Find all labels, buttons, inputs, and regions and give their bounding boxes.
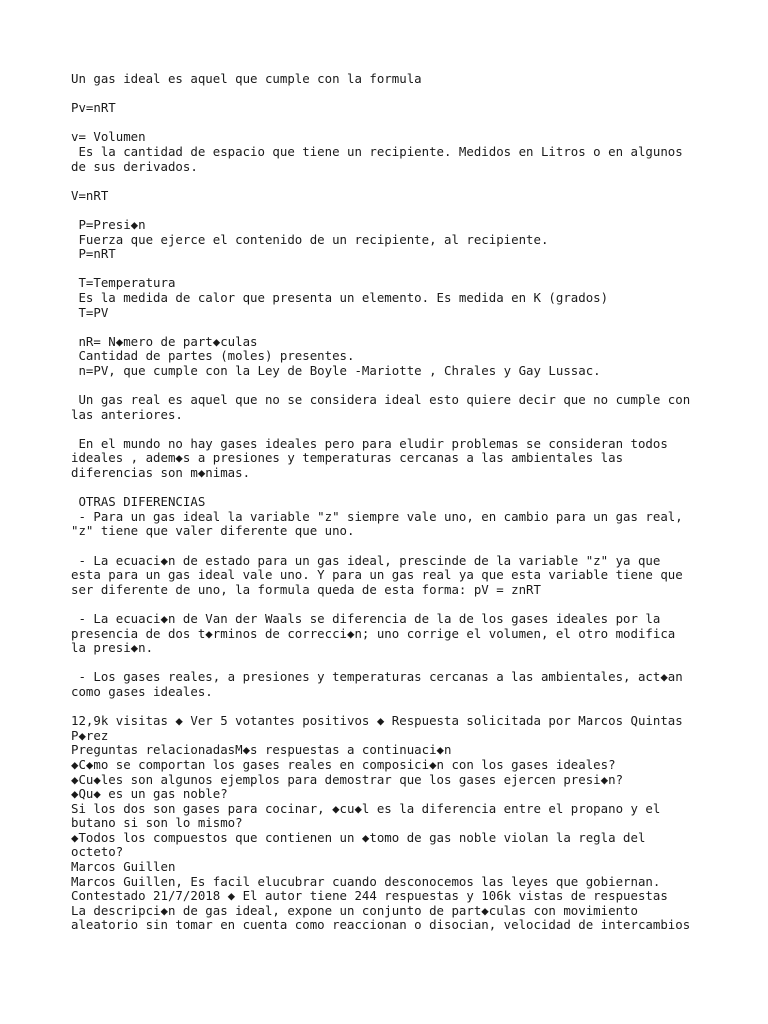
text-line: butano si son lo mismo?: [71, 815, 243, 831]
blank-line: [71, 656, 761, 671]
text-line: V=nRT: [71, 187, 109, 203]
blank-line: [71, 320, 761, 335]
text-line: ◆Todos los compuestos que contienen un ◆tomo de gas noble violan la regla del: [71, 829, 646, 845]
text-line: OTRAS DIFERENCIAS: [71, 494, 206, 510]
text-line: P=Presi◆n: [71, 216, 146, 232]
text-line: Marcos Guillen, Es facil elucubrar cuando desconocemos las leyes que gobiernan.: [71, 873, 661, 889]
text-line: Cantidad de partes (moles) presentes.: [71, 348, 355, 364]
text-line: Es la cantidad de espacio que tiene un recipiente. Medidos en Litros o en algunos: [71, 143, 683, 159]
blank-line: [71, 203, 761, 218]
text-line: octeto?: [71, 844, 124, 860]
text-line: Fuerza que ejerce el contenido de un recipiente, al recipiente.: [71, 231, 549, 247]
text-line: como gases ideales.: [71, 683, 213, 699]
blank-line: [71, 174, 761, 189]
blank-line: [71, 87, 761, 102]
text-line: la presi◆n.: [71, 640, 154, 656]
text-line: Un gas real es aquel que no se considera ideal esto quiere decir que no cumple con: [71, 392, 691, 408]
text-line: T=Temperatura: [71, 275, 176, 291]
text-line: presencia de dos t◆rminos de correcci◆n; uno corrige el volumen, el otro modifica: [71, 625, 676, 641]
document-text: [71, 72, 761, 933]
text-line: "z" tiene que valer diferente que uno.: [71, 523, 355, 539]
text-line: nR= N◆mero de part◆culas: [71, 333, 258, 349]
text-line: las anteriores.: [71, 406, 183, 422]
blank-line: [71, 539, 761, 554]
text-line: En el mundo no hay gases ideales pero para eludir problemas se consideran todos: [71, 435, 668, 451]
blank-line: [71, 116, 761, 131]
text-line: ser diferente de uno, la formula queda de esta forma: pV = znRT: [71, 581, 541, 597]
blank-line: [71, 262, 761, 277]
blank-line: [71, 700, 761, 715]
blank-line: [71, 378, 761, 393]
text-line: - La ecuaci◆n de Van der Waals se diferencia de la de los gases ideales por la: [71, 610, 661, 626]
blank-line: [71, 422, 761, 437]
text-line: P◆rez: [71, 727, 109, 743]
text-line: esta para un gas ideal vale uno. Y para un gas real ya que esta variable tiene que: [71, 567, 683, 583]
text-line: ◆Cu◆les son algunos ejemplos para demostrar que los gases ejercen presi◆n?: [71, 771, 624, 787]
blank-line: [71, 481, 761, 496]
text-line: n=PV, que cumple con la Ley de Boyle -Mariotte , Chrales y Gay Lussac.: [71, 362, 601, 378]
text-line: - Los gases reales, a presiones y temperaturas cercanas a las ambientales, act◆an: [71, 669, 683, 685]
text-line: Es la medida de calor que presenta un elemento. Es medida en K (grados): [71, 289, 609, 305]
text-line: Preguntas relacionadasM◆s respuestas a continuaci◆n: [71, 742, 452, 758]
text-line: v= Volumen: [71, 129, 146, 145]
text-line: Si los dos son gases para cocinar, ◆cu◆l es la diferencia entre el propano y el: [71, 800, 661, 816]
text-line: Marcos Guillen: [71, 859, 176, 875]
text-line: diferencias son m◆nimas.: [71, 465, 251, 481]
text-line: de sus derivados.: [71, 158, 198, 174]
text-line: ◆Qu◆ es un gas noble?: [71, 786, 228, 802]
text-line: - La ecuaci◆n de estado para un gas ideal, prescinde de la variable "z" ya que: [71, 552, 661, 568]
text-line: 12,9k visitas ◆ Ver 5 votantes positivos ◆ Respuesta solicitada por Marcos Quintas: [71, 713, 683, 729]
blank-line: [71, 597, 761, 612]
text-line: Pv=nRT: [71, 100, 116, 116]
text-line: Un gas ideal es aquel que cumple con la formula: [71, 71, 422, 86]
text-line: P=nRT: [71, 246, 116, 262]
text-line: aleatorio sin tomar en cuenta como reaccionan o disocian, velocidad de intercambios: [71, 917, 691, 933]
text-line: ideales , adem◆s a presiones y temperaturas cercanas a las ambientales las: [71, 450, 624, 466]
text-line: La descripci◆n de gas ideal, expone un conjunto de part◆culas con movimiento: [71, 902, 638, 918]
text-line: ◆C◆mo se comportan los gases reales en composici◆n con los gases ideales?: [71, 756, 616, 772]
text-line: - Para un gas ideal la variable "z" siempre vale uno, en cambio para un gas real,: [71, 508, 683, 524]
text-line: T=PV: [71, 304, 109, 320]
text-line: Contestado 21/7/2018 ◆ El autor tiene 244 respuestas y 106k vistas de respuestas: [71, 888, 668, 904]
